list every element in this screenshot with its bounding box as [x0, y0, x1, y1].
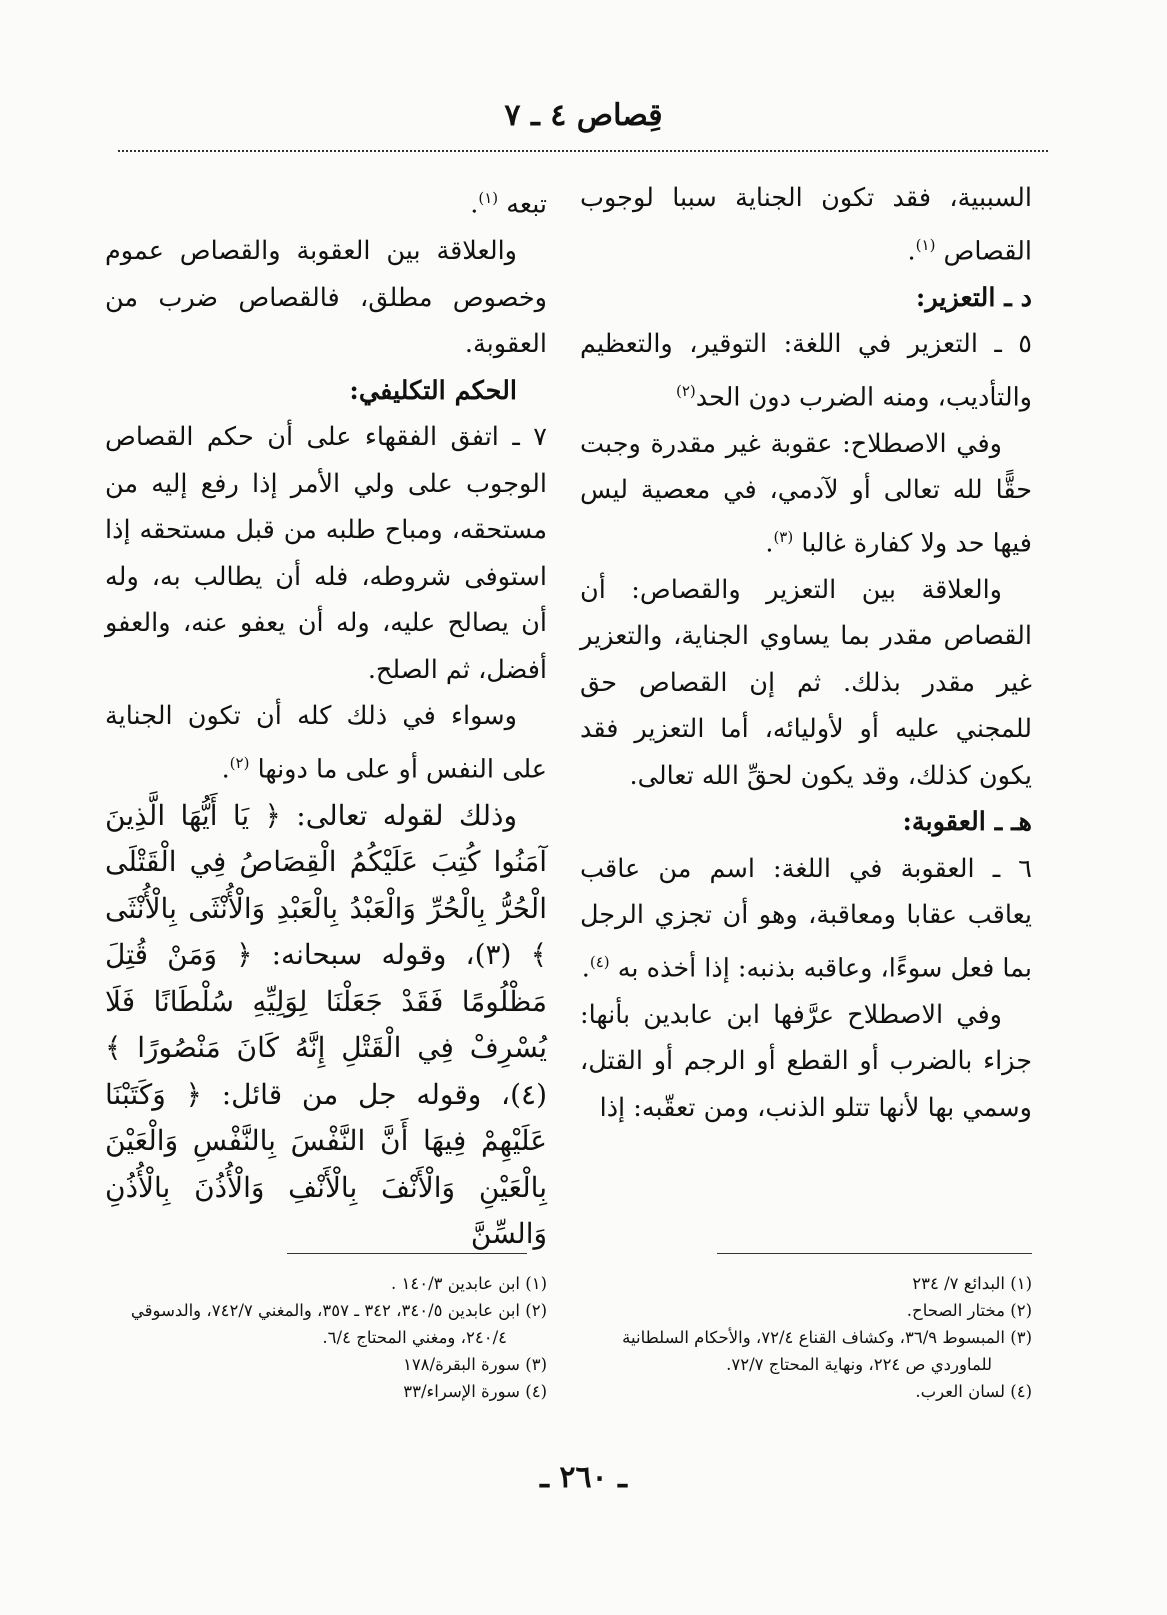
footnotes-right [577, 1270, 1032, 1405]
right-para-5: والعلاقة بين التعزير والقصاص: أن القصاص مقدر بما يساوي الجناية، والتعزير غير مقدر بذلك. ثم إن القصاص حق للمجني عليه أو لأوليائه، أما التعزير فقد يكون كذلك، وقد يكون لحقِّ الله تعالى. [580, 574, 1032, 791]
left-text-column [105, 175, 547, 1258]
footnote: (٤) لسان العرب. [915, 1382, 1032, 1401]
footnote: (٣) سورة البقرة/١٧٨ [402, 1355, 547, 1374]
left-para-4: ٧ ـ اتفق الفقهاء على أن حكم القصاص الوجوب على ولي الأمر إذا رفع إليه من مستحقه، ومباح طلبه من قبل مستحقه إذا استوفى شروطه، فله أن يطالب به، وله أن يصالح عليه، وله أن يعفو عنه، والعفو أفضل، ثم الصلح. [105, 422, 547, 685]
footnote-divider-right [717, 1253, 1032, 1254]
right-text-column [580, 175, 1032, 1131]
footnote: (٢) مختار الصحاح. [906, 1301, 1032, 1320]
left-para-quran: وذلك لقوله تعالى: ﴿ يَا أَيُّهَا الَّذِينَ آمَنُوا كُتِبَ عَلَيْكُمُ الْقِصَاصُ فِي الْقَتْلَى الْحُرُّ بِالْحُرِّ وَالْعَبْدُ بِالْعَبْدِ وَالْأُنْثَى بِالْأُنْثَى ﴾ (٣)، وقوله سبحانه: ﴿ وَمَنْ قُتِلَ مَظْلُومًا فَقَدْ جَعَلْنَا لِوَلِيِّهِ سُلْطَانًا فَلَا يُسْرِفْ فِي الْقَتْلِ إِنَّهُ كَانَ مَنْصُورًا ﴾ (٤)، وقوله جل من قائل: ﴿ وَكَتَبْنَا عَلَيْهِمْ فِيهَا أَنَّ النَّفْسَ بِالنَّفْسِ وَالْعَيْنَ بِالْعَيْنِ وَالْأَنْفَ بِالْأَنْفِ وَالْأُذُنَ بِالْأُذُنِ وَالسِّنَّ [105, 798, 547, 1250]
page-number: ـ ٢٦٠ ـ [540, 1460, 627, 1495]
right-para-1: السببية، فقد تكون الجناية سببا لوجوب القصاص $^{(١)}$. [580, 183, 1032, 266]
footnote-divider-left [287, 1253, 527, 1254]
footnote: (١) ابن عابدين ١٤٠/٣ . [390, 1274, 547, 1293]
page-header-title: قِصاص ٤ ـ ٧ [504, 98, 663, 133]
footnote: (٢) ابن عابدين ٣٤٠/٥، ٣٤٢ ـ ٣٥٧، والمغني ٧٤٢/٧، والدسوقي ٢٤٠/٤، ومغني المحتاج ٦/٤. [130, 1301, 547, 1347]
heading-uquba: هـ ـ العقوبة: [902, 807, 1032, 837]
heading-hukm: الحكم التكليفي: [349, 375, 517, 406]
left-para-5: وسواء في ذلك كله أن تكون الجناية على النفس أو على ما دونها $^{(٢)}$. [105, 701, 547, 784]
right-para-8: وفي الاصطلاح عرَّفها ابن عابدين بأنها: جزاء بالضرب أو القطع أو الرجم أو القتل، وسمي بها لأنها تتلو الذنب، ومن تعقّبه: إذا [580, 999, 1032, 1123]
footnotes-left [105, 1270, 547, 1405]
heading-tazir: د ـ التعزير: [915, 282, 1032, 313]
left-para-1: تبعه $^{(١)}$. [470, 189, 547, 220]
footnote: (٤) سورة الإسراء/٣٣ [403, 1382, 547, 1401]
right-para-7: ٦ ـ العقوبة في اللغة: اسم من عاقب يعاقب عقابا ومعاقبة، وهو أن تجزي الرجل بما فعل سوءًا، وعاقبه بذنبه: إذا أخذه به $^{(٤)}$. [580, 853, 1032, 983]
header-divider [118, 150, 1048, 152]
footnote: (٣) المبسوط ٣٦/٩، وكشاف القناع ٧٢/٤، والأحكام السلطانية للماوردي ص ٢٢٤، ونهاية المحتاج ٧٢/٧. [622, 1328, 1032, 1374]
right-para-4: وفي الاصطلاح: عقوبة غير مقدرة وجبت حقًّا لله تعالى أو لآدمي، في معصية ليس فيها حد ولا كفارة غالبا $^{(٣)}$. [580, 428, 1032, 558]
right-para-3: ٥ ـ التعزير في اللغة: التوقير، والتعظيم والتأديب، ومنه الضرب دون الحد$^{(٢)}$ [580, 329, 1032, 412]
left-para-2: والعلاقة بين العقوبة والقصاص عموم وخصوص مطلق، فالقصاص ضرب من العقوبة. [105, 236, 547, 359]
footnote: (١) البدائع ٧/ ٢٣٤ [912, 1274, 1032, 1293]
